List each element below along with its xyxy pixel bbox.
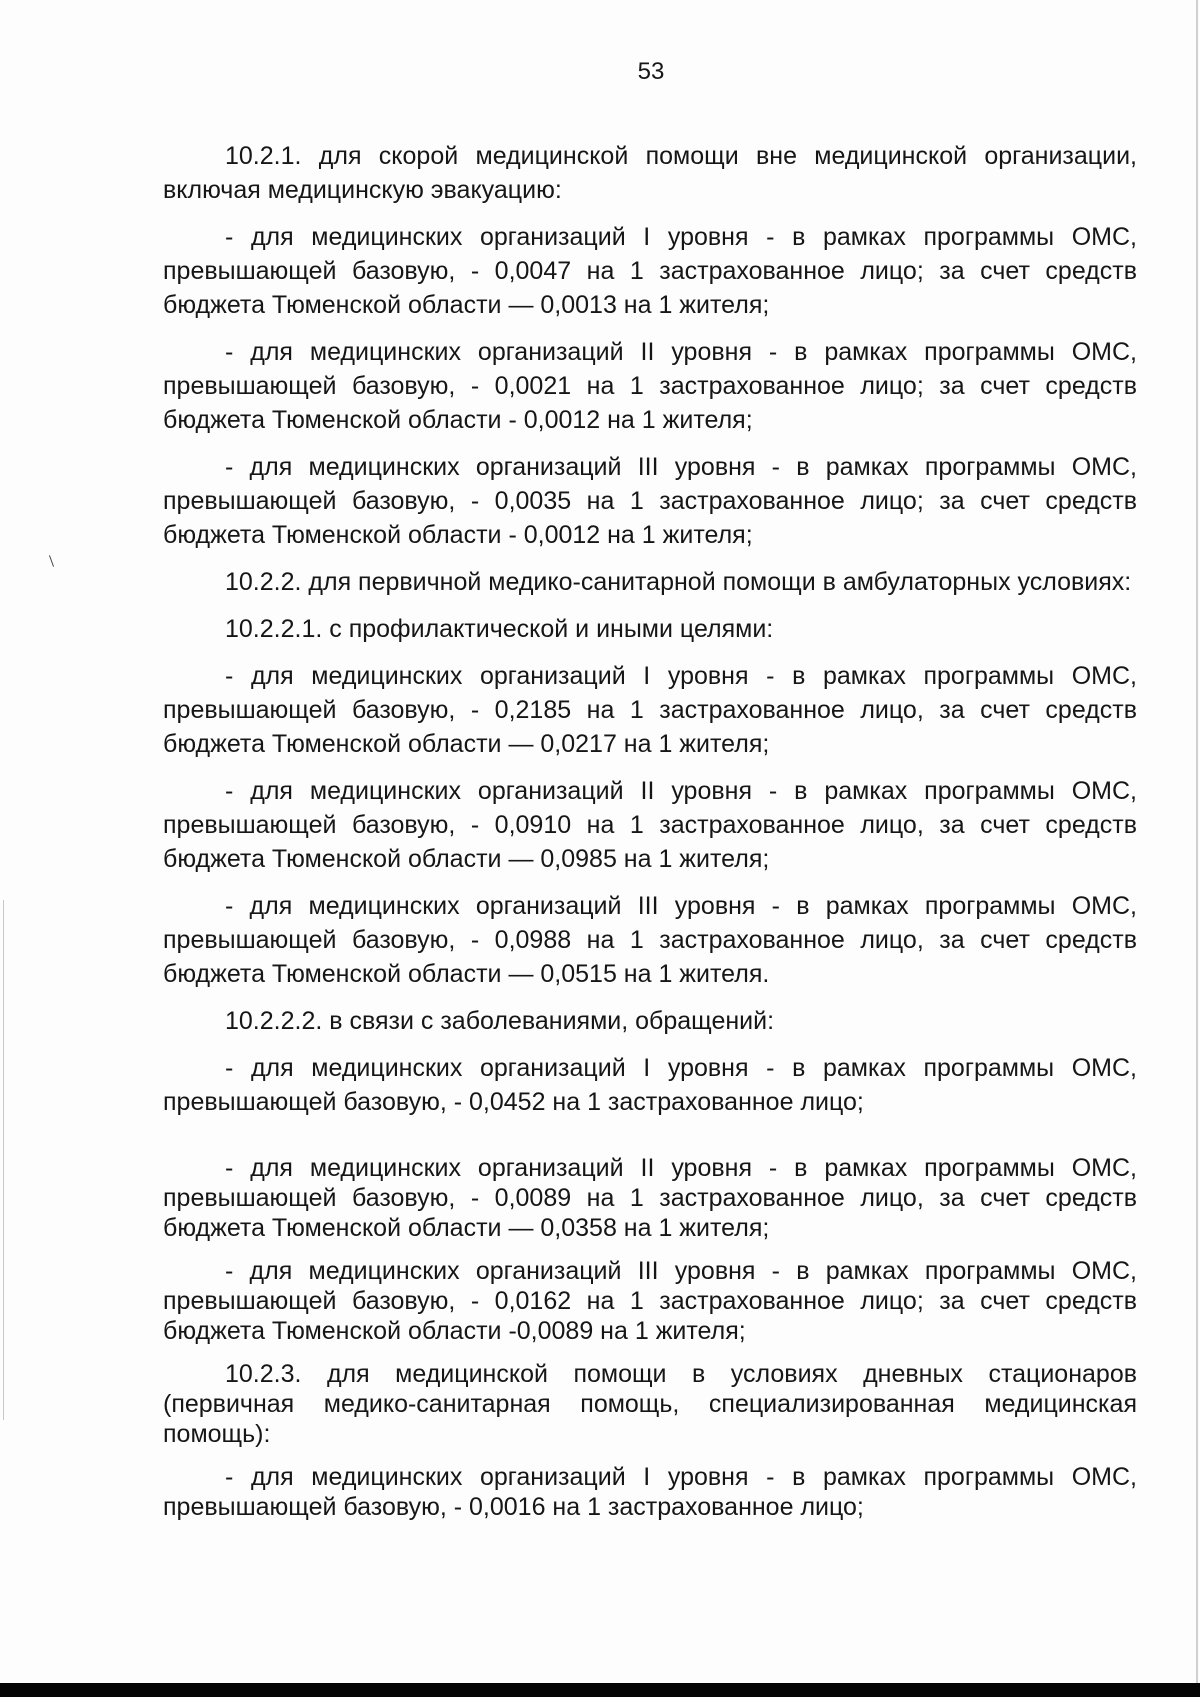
section-10-2-3-heading: 10.2.3. для медицинской помощи в условиях дневных стационаров (первичная медико-санитарная помощь, специализированная медицинская помощь): (163, 1360, 1137, 1448)
section-10-2-2-2-heading: 10.2.2.2. в связи с заболеваниями, обращений: (225, 1007, 775, 1035)
section-10-2-2-1-heading: 10.2.2.1. с профилактической и иными целями: (225, 615, 774, 643)
page-number: 53 (637, 58, 665, 85)
preventive-level-1-item: - для медицинских организаций I уровня - в рамках программы ОМС, превышающей базовую, - 0,2185 на 1 застрахованное лицо, за счет средств бюджета Тюменской области — 0,0217 на 1 жителя; (163, 662, 1137, 758)
section-10-2-2-heading: 10.2.2. для первичной медико-санитарной помощи в амбулаторных условиях: (225, 568, 1132, 596)
emergency-level-1-item: - для медицинских организаций I уровня - в рамках программы ОМС, превышающей базовую, - 0,0047 на 1 застрахованное лицо; за счет средств бюджета Тюменской области — 0,0013 на 1 жителя; (163, 223, 1137, 319)
disease-level-1-item: - для медицинских организаций I уровня - в рамках программы ОМС, превышающей базовую, - 0,0452 на 1 застрахованное лицо; (163, 1054, 1137, 1116)
preventive-level-2-item: - для медицинских организаций II уровня - в рамках программы ОМС, превышающей базовую, - 0,0910 на 1 застрахованное лицо, за счет средств бюджета Тюменской области — 0,0985 на 1 жителя; (163, 777, 1137, 873)
scan-bottom-border (0, 1683, 1200, 1697)
emergency-level-2-item: - для медицинских организаций II уровня - в рамках программы ОМС, превышающей базовую, - 0,0021 на 1 застрахованное лицо; за счет средств бюджета Тюменской области - 0,0012 на 1 жителя; (163, 338, 1137, 434)
scan-left-edge (3, 900, 4, 1420)
section-10-2-1-heading: 10.2.1. для скорой медицинской помощи вне медицинской организации, включая медицинскую эвакуацию: (163, 142, 1137, 204)
scan-right-edge (1196, 0, 1198, 1697)
preventive-level-3-item: - для медицинских организаций III уровня - в рамках программы ОМС, превышающей базовую, - 0,0988 на 1 застрахованное лицо, за счет средств бюджета Тюменской области — 0,0515 на 1 жителя. (163, 892, 1137, 988)
emergency-level-3-item: - для медицинских организаций III уровня - в рамках программы ОМС, превышающей базовую, - 0,0035 на 1 застрахованное лицо; за счет средств бюджета Тюменской области - 0,0012 на 1 жителя; (163, 453, 1137, 549)
disease-level-2-item: - для медицинских организаций II уровня - в рамках программы ОМС, превышающей базовую, - 0,0089 на 1 застрахованное лицо, за счет средств бюджета Тюменской области — 0,0358 на 1 жителя; (163, 1154, 1137, 1242)
day-hospital-level-1-item: - для медицинских организаций I уровня - в рамках программы ОМС, превышающей базовую, - 0,0016 на 1 застрахованное лицо; (163, 1463, 1137, 1521)
document-body (163, 139, 1137, 1535)
scan-stray-mark (49, 555, 54, 567)
disease-level-3-item: - для медицинских организаций III уровня - в рамках программы ОМС, превышающей базовую, - 0,0162 на 1 застрахованное лицо; за счет средств бюджета Тюменской области -0,0089 на 1 жителя; (163, 1257, 1137, 1345)
